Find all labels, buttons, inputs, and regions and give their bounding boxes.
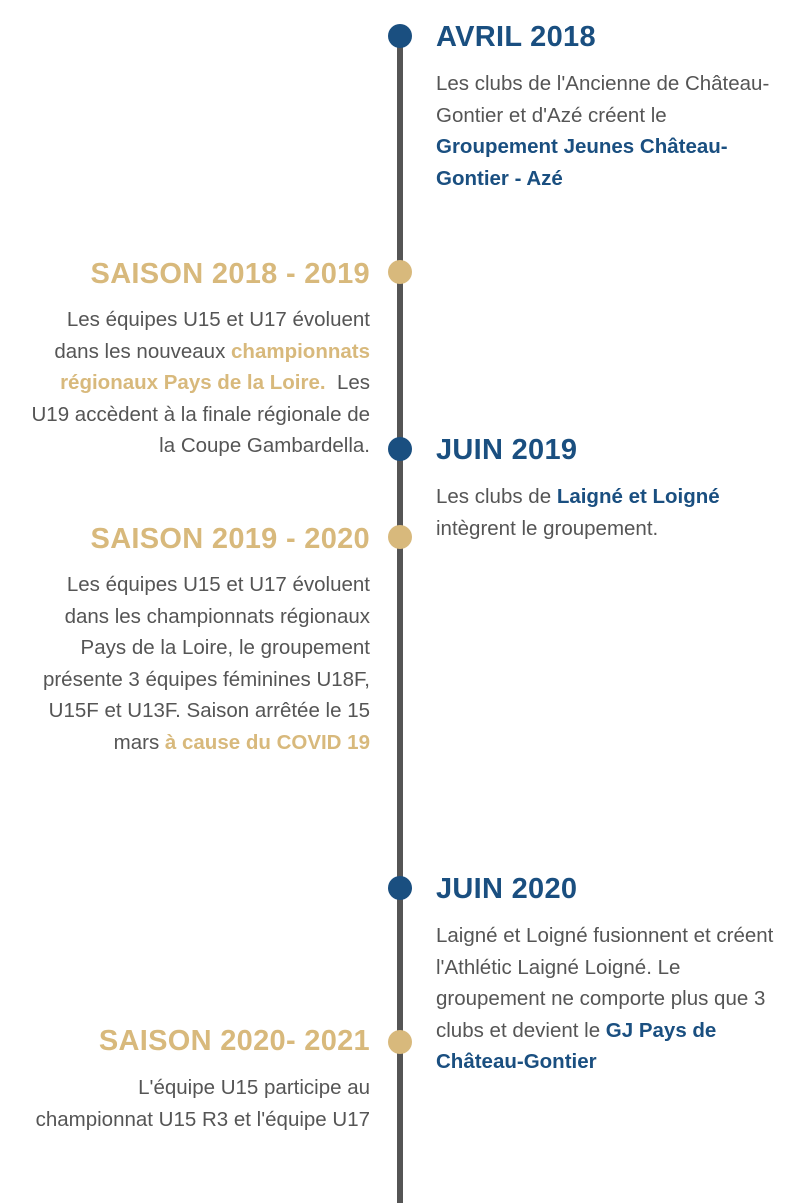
timeline-dot — [388, 437, 412, 461]
timeline-line — [397, 36, 403, 1203]
timeline-entry-juin-2019 — [436, 433, 786, 544]
entry-title: JUIN 2019 — [436, 434, 578, 466]
entry-highlight: Groupement Jeunes Château-Gontier - Azé — [436, 135, 728, 190]
timeline-entry-juin-2020 — [436, 872, 786, 1078]
timeline-entry-saison-2019-2020 — [20, 522, 370, 758]
entry-title: JUIN 2020 — [436, 873, 578, 905]
entry-highlight: Laigné et Loigné — [556, 485, 720, 508]
entry-title: AVRIL 2018 — [436, 21, 596, 53]
entry-title: SAISON 2019 - 2020 — [90, 523, 370, 555]
entry-text: L'équipe U15 participe au championnat U15 R3 et l'équipe U17 — [35, 1076, 370, 1131]
timeline-dot — [388, 24, 412, 48]
entry-text: Laigné et Loigné fusionnent et créent l'Athlétic Laigné Loigné. Le groupement ne comporte plus que 3 clubs et devient le GJ Pays de Château-Gontier — [436, 924, 774, 1073]
entry-text: Les équipes U15 et U17 évoluent dans les championnats régionaux Pays de la Loire, le groupement présente 3 équipes féminines U18F, U15F et U13F. Saison arrêtée le 15 mars à cause du COVID 19 — [42, 573, 370, 754]
entry-highlight: à cause du COVID 19 — [164, 730, 370, 754]
entry-text: Les clubs de l'Ancienne de Château-Gontier et d'Azé créent le Groupement Jeunes Château-Gontier - Azé — [436, 72, 770, 190]
timeline-dot — [388, 1030, 412, 1054]
entry-text: Les clubs de Laigné et Loigné intègrent le groupement. — [436, 485, 720, 540]
timeline-dot — [388, 260, 412, 284]
entry-title: SAISON 2020- 2021 — [98, 1025, 370, 1057]
timeline-entry-saison-2020-2021 — [20, 1024, 370, 1135]
entry-highlight: GJ Pays de Château-Gontier — [436, 1018, 717, 1073]
entry-text: Les équipes U15 et U17 évoluent dans les nouveaux championnats régionaux Pays de la Loire. Les U19 accèdent à la finale régionale de la Coupe Gambardella. — [31, 308, 376, 457]
timeline-entry-saison-2018-2019 — [20, 257, 376, 462]
timeline-entry-avril-2018 — [436, 20, 786, 194]
entry-highlight: championnats régionaux Pays de la Loire. — [60, 339, 370, 394]
timeline-dot — [388, 876, 412, 900]
entry-title: SAISON 2018 - 2019 — [90, 258, 370, 290]
timeline-dot — [388, 525, 412, 549]
